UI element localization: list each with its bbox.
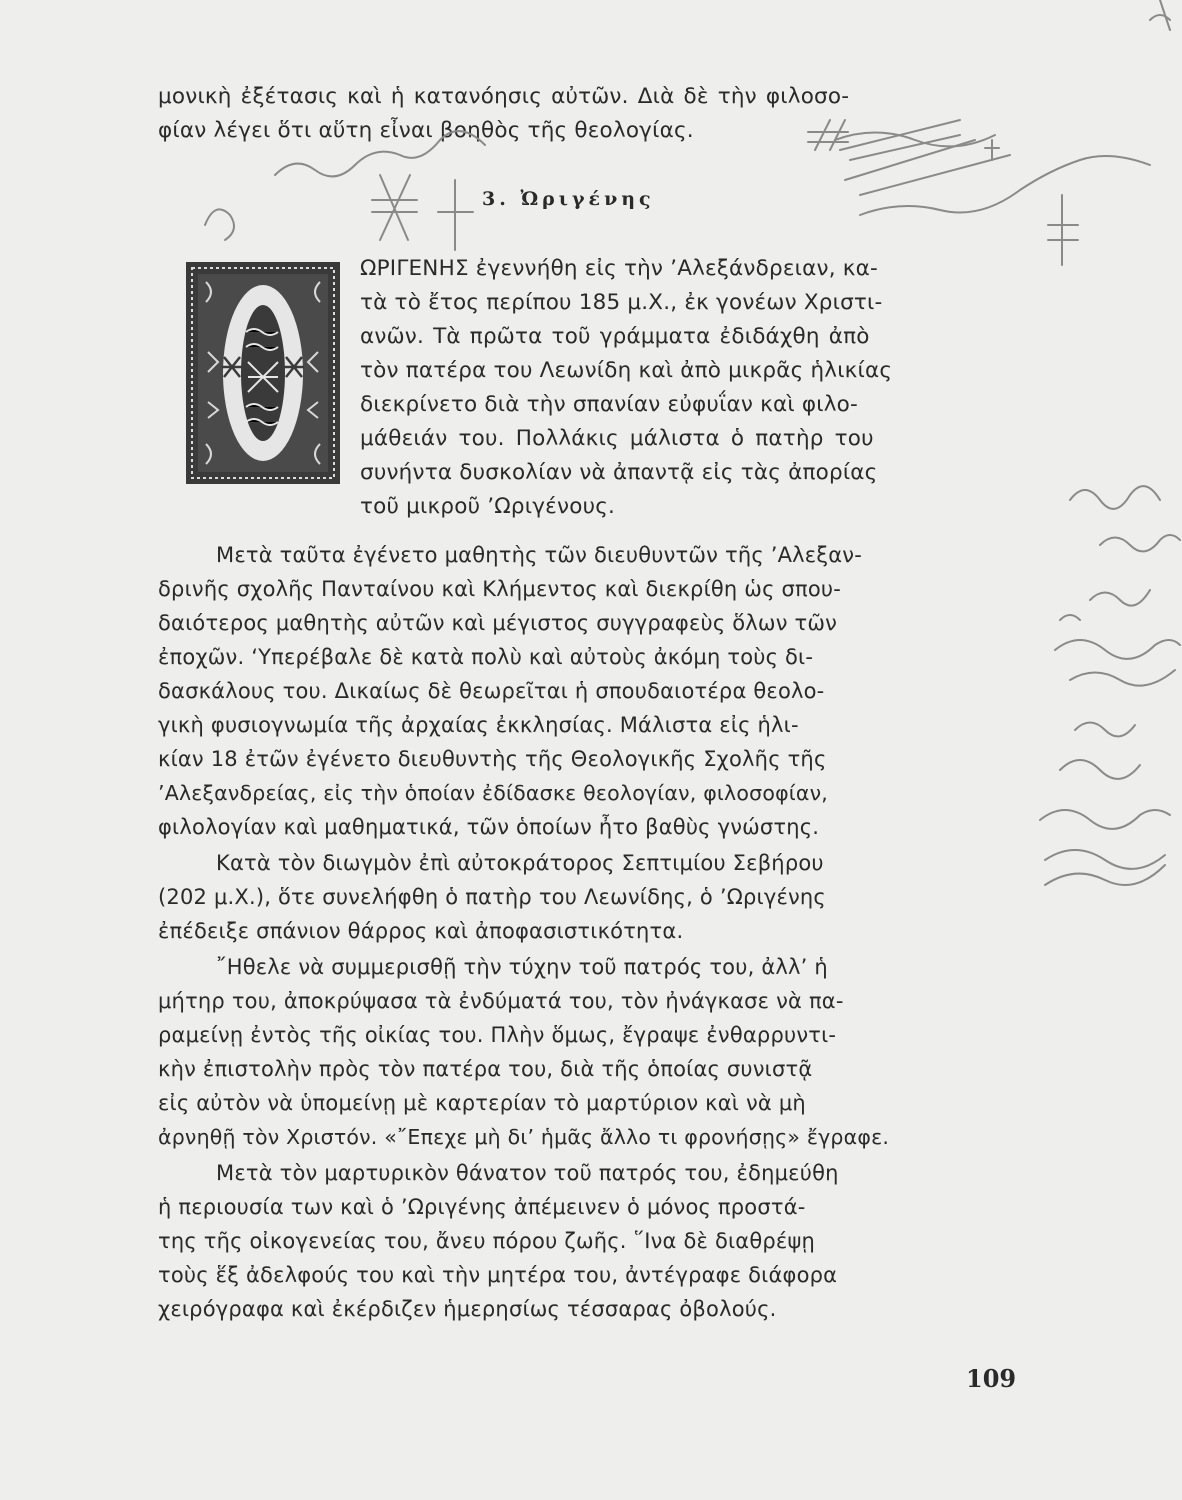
text-line: ἀρνηθῇ τὸν Χριστόν. «῎Επεχε μὴ δι’ ἡμᾶς ἄλλο τι φρονήσῃς» ἔγραφε. [158,1125,890,1149]
text-line: κὴν ἐπιστολὴν πρὸς τὸν πατέρα του, διὰ τῆς ὁποίας συνιστᾷ [158,1057,813,1081]
page-number: 109 [966,1364,1017,1393]
text-line: μάθειάν του. Πολλάκις μάλιστα ὁ πατὴρ του [360,426,874,451]
text-line: χειρόγραφα καὶ ἐκέρδιζεν ἡμερησίως τέσσαρας ὀβολούς. [158,1297,777,1321]
text-line: τοὺς ἕξ ἀδελφούς του καὶ τὴν μητέρα του, ἀντέγραφε διάφορα [158,1263,838,1287]
text-line: Μετὰ ταῦτα ἐγένετο μαθητὴς τῶν διευθυντῶν τῆς ’Αλεξαν- [216,543,863,567]
text-line: της τῆς οἰκογενείας του, ἄνευ πόρου ζωῆς. ῞Ινα δὲ διαθρέψῃ [158,1229,816,1253]
text-line: γικὴ φυσιογνωμία τῆς ἀρχαίας ἐκκλησίας. Μάλιστα εἰς ἡλι- [158,713,799,737]
text-line: φίαν λέγει ὅτι αὕτη εἶναι βοηθὸς τῆς θεολογίας. [158,118,694,143]
text-line: τοῦ μικροῦ ’Ωριγένους. [360,494,616,519]
text-line: ανῶν. Τὰ πρῶτα τοῦ γράμματα ἐδιδάχθη ἀπὸ [360,324,870,349]
text-line: τὰ τὸ ἔτος περίπου 185 μ.Χ., ἐκ γονέων Χριστι- [360,290,883,315]
text-line: ἐποχῶν. ‘Υπερέβαλε δὲ κατὰ πολὺ καὶ αὐτοὺς ἀκόμη τοὺς δι- [158,645,814,669]
text-line: δαιότερος μαθητὴς αὐτῶν καὶ μέγιστος συγγραφεὺς ὅλων τῶν [158,611,838,635]
text-line: κίαν 18 ἐτῶν ἐγένετο διευθυντὴς τῆς Θεολογικῆς Σχολῆς τῆς [158,747,827,771]
text-line: δασκάλους του. Δικαίως δὲ θεωρεῖται ἡ σπουδαιοτέρα θεολο- [158,679,825,703]
text-line: διεκρίνετο διὰ τὴν σπανίαν εὐφυΐαν καὶ φιλο- [360,392,858,417]
text-line: ἐπέδειξε σπάνιον θάρρος καὶ ἀποφασιστικότητα. [158,919,684,943]
text-line: τὸν πατέρα του Λεωνίδη καὶ ἀπὸ μικρᾶς ἡλικίας [360,358,893,383]
text-line: ΩΡΙΓΕΝΗΣ ἐγεννήθη εἰς τὴν ’Αλεξάνδρειαν, κα- [360,256,878,281]
text-line: ’Αλεξανδρείας, εἰς τὴν ὁποίαν ἐδίδασκε θεολογίαν, φιλοσοφίαν, [158,781,829,805]
text-line: Μετὰ τὸν μαρτυρικὸν θάνατον τοῦ πατρός του, ἐδημεύθη [216,1161,839,1185]
text-line: συνήντα δυσκολίαν νὰ ἀπαντᾷ εἰς τὰς ἀπορίας [360,460,878,485]
text-line: Κατὰ τὸν διωγμὸν ἐπὶ αὐτοκράτορος Σεπτιμίου Σεβήρου [216,851,824,875]
text-line: ἡ περιουσία των καὶ ὁ ’Ωριγένης ἀπέμεινεν ὁ μόνος προστά- [158,1195,806,1219]
text-line: (202 μ.Χ.), ὅτε συνελήφθη ὁ πατὴρ του Λεωνίδης, ὁ ’Ωριγένης [158,885,826,909]
text-line: ῎Ηθελε νὰ συμμερισθῇ τὴν τύχην τοῦ πατρός του, ἀλλ’ ἡ [216,955,828,979]
section-heading: 3. Ὠριγένης [482,188,655,210]
text-line: εἰς αὐτὸν νὰ ὑπομείνῃ μὲ καρτερίαν τὸ μαρτύριον καὶ νὰ μὴ [158,1091,806,1115]
text-line: μήτηρ του, ἀποκρύψασα τὰ ἐνδύματά του, τὸν ἠνάγκασε νὰ πα- [158,989,844,1013]
text-line: φιλολογίαν καὶ μαθηματικά, τῶν ὁποίων ἦτο βαθὺς γνώστης. [158,815,820,839]
text-line: μονικὴ ἐξέτασις καὶ ἡ κατανόησις αὐτῶν. Διὰ δὲ τὴν φιλοσο- [158,84,850,109]
text-line: δρινῆς σχολῆς Πανταίνου καὶ Κλήμεντος καὶ διεκρίθη ὡς σπου- [158,577,842,601]
text-line: ραμείνῃ ἐντὸς τῆς οἰκίας του. Πλὴν ὅμως, ἔγραψε ἐνθαρρυντι- [158,1023,837,1047]
